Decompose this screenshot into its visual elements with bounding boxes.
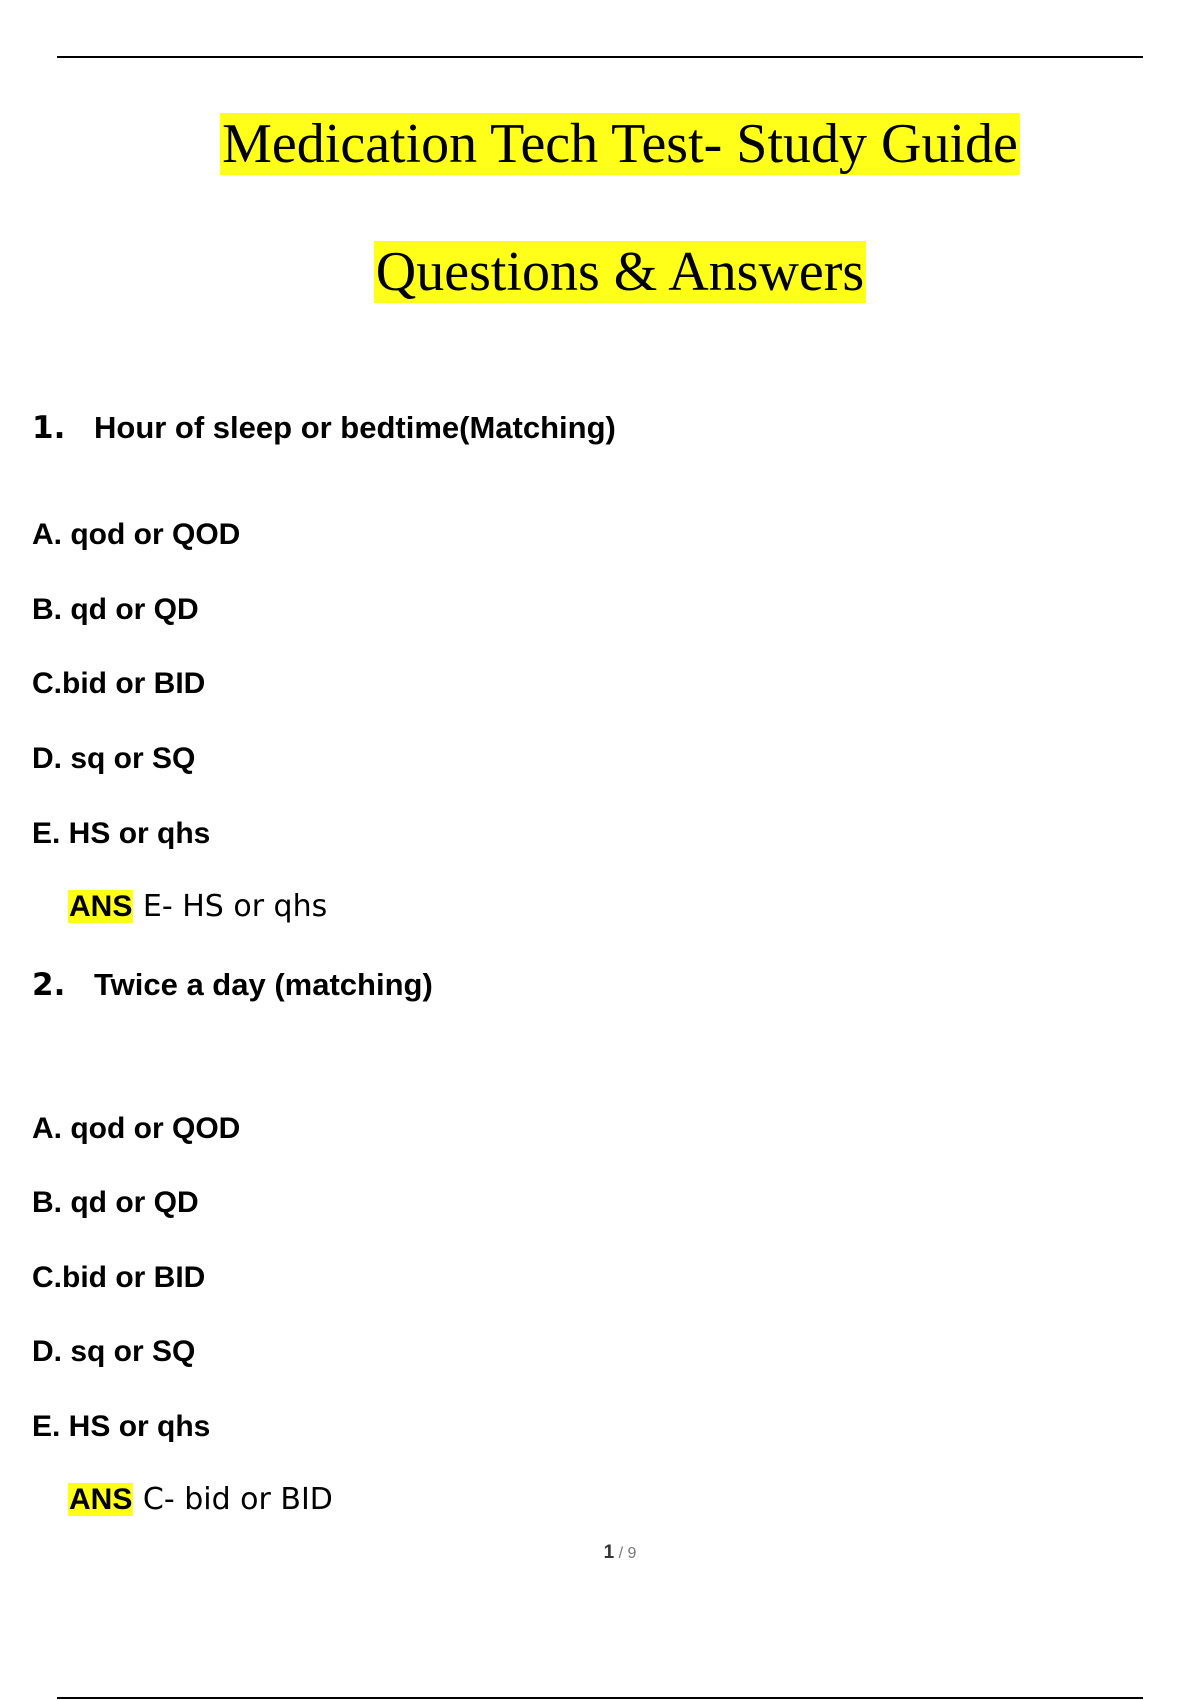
top-rule <box>57 56 1143 58</box>
bottom-rule <box>57 1697 1143 1699</box>
question-number: 1. <box>32 410 66 446</box>
answer-1 <box>68 887 327 927</box>
option-d: D. sq or SQ <box>32 1335 196 1368</box>
title-line-2: Questions & Answers <box>375 241 865 303</box>
document-subtitle <box>0 240 1200 304</box>
option-b: B. qd or QD <box>32 1186 199 1219</box>
option-e: E. HS or qhs <box>32 1410 211 1443</box>
answer-text: C- bid or BID <box>133 1482 333 1517</box>
question-text: Hour of sleep or bedtime(Matching) <box>94 410 616 445</box>
page-indicator <box>0 1542 1200 1564</box>
total-pages: 9 <box>627 1545 637 1562</box>
answer-text: E- HS or qhs <box>133 889 328 924</box>
answer-label: ANS <box>69 1483 133 1516</box>
current-page: 1 <box>603 1542 615 1563</box>
document-title <box>0 112 1200 176</box>
question-2 <box>32 965 433 1005</box>
option-d: D. sq or SQ <box>32 742 196 775</box>
answer-label: ANS <box>69 890 133 923</box>
option-a: A. qod or QOD <box>32 518 241 551</box>
option-e: E. HS or qhs <box>32 817 211 850</box>
option-a: A. qod or QOD <box>32 1112 241 1145</box>
option-c: C.bid or BID <box>32 667 206 700</box>
option-c: C.bid or BID <box>32 1261 206 1294</box>
option-b: B. qd or QD <box>32 593 199 626</box>
page-separator: / <box>618 1545 624 1562</box>
question-number: 2. <box>32 967 66 1003</box>
answer-2 <box>68 1480 333 1520</box>
question-text: Twice a day (matching) <box>94 967 433 1002</box>
question-1 <box>32 408 616 448</box>
title-line-1: Medication Tech Test- Study Guide <box>222 113 1018 175</box>
